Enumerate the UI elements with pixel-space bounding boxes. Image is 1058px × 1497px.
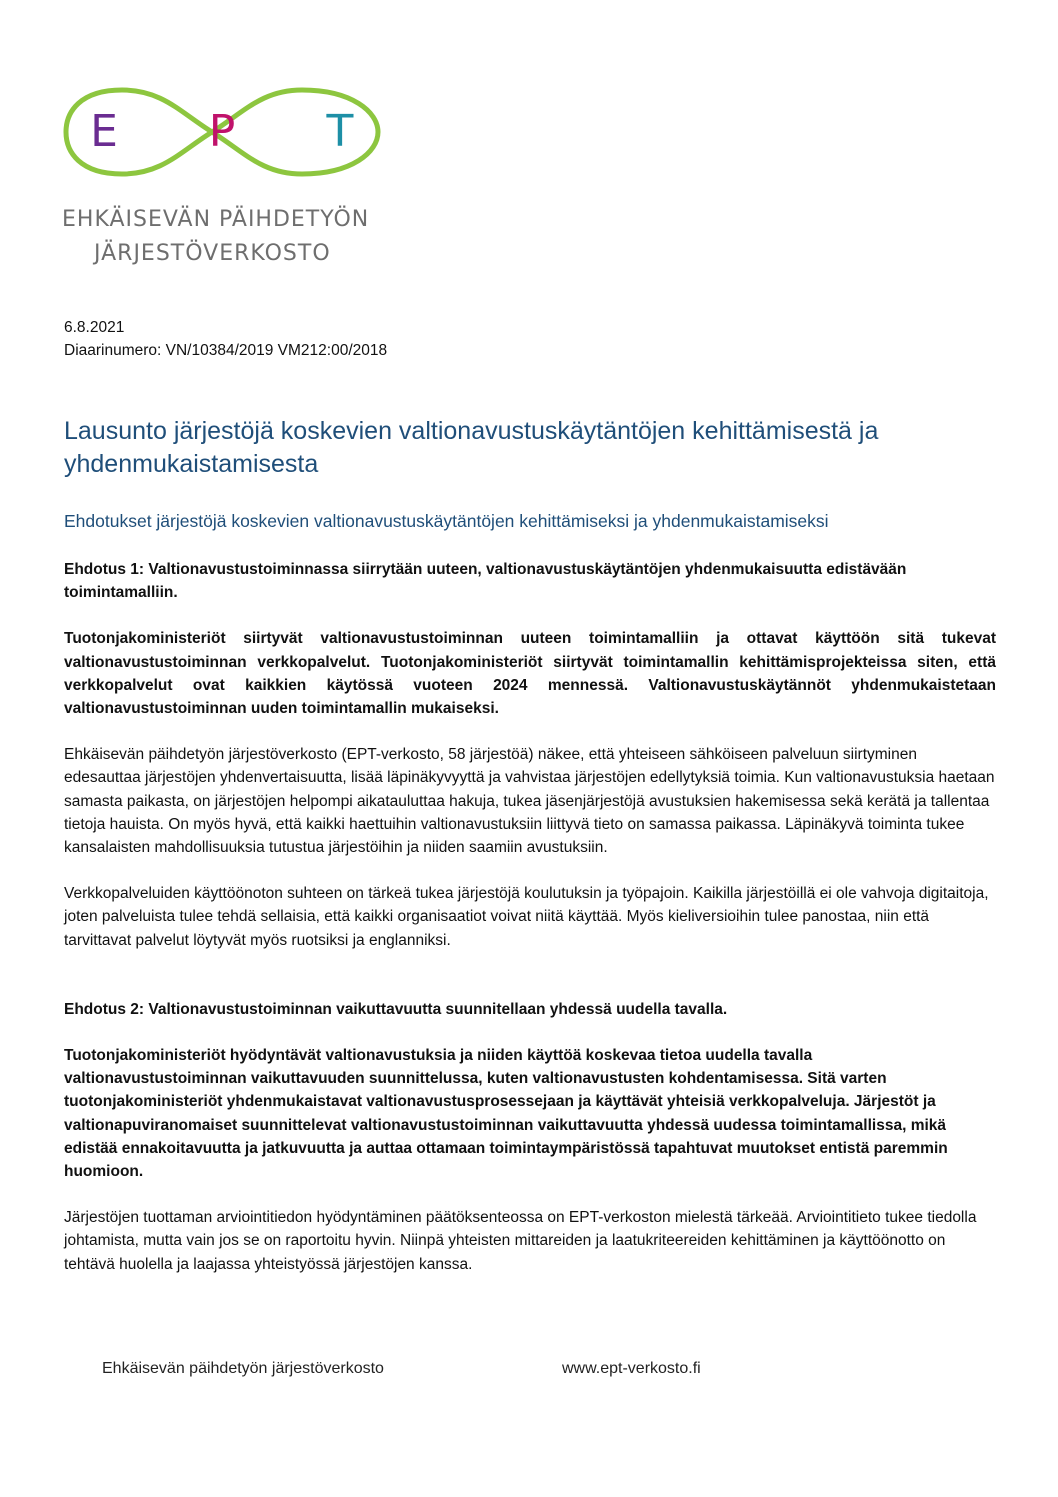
logo-letter-p: P [208, 106, 236, 157]
proposal-2-comment-1: Järjestöjen tuottaman arviointitiedon hyödyntäminen päätöksenteossa on EPT-verkoston mielestä tärkeää. Arviointitieto tukee tiedolla johtamista, mutta vain jos se on raportoitu hyvin. Niinpä yhteisten mittareiden ja laatukriteereiden kehittäminen ja käyttöönotto on tehtävä huolella ja laajassa yhteistyössä järjestöjen kanssa. [64, 1209, 977, 1273]
ept-logo [62, 82, 382, 182]
proposal-2-heading: Ehdotus 2: Valtionavustustoiminnan vaikuttavuutta suunnitellaan yhdessä uudella tavalla. [64, 1000, 728, 1018]
document-body [64, 558, 996, 1299]
organization-name-line-1: EHKÄISEVÄN PÄIHDETYÖN [62, 207, 370, 232]
proposal-1-comment-1: Ehkäisevän päihdetyön järjestöverkosto (EPT-verkosto, 58 järjestöä) näkee, että yhteiseen sähköiseen palveluun siirtyminen edesauttaa järjestöjen yhdenvertaisuutta, lisää läpinäkyvyyttä ja vahvistaa järjestöjen edellytyksiä toimia. Kun valtionavustuksia haetaan samasta paikasta, on järjestöjen helpompi aikatauluttaa hakuja, tukea jäsenjärjestöjä avustuksien hakemisessa sekä kerätä ja tallentaa tietoja hauista. On myös hyvä, että kaikki haettuihin valtionavustuksiin liittyvä tieto on samassa paikassa. Läpinäkyvä toiminta tukee kansalaisten mahdollisuuksia tutustua järjestöihin ja niiden saamiin avustuksiin. [64, 746, 995, 857]
organization-name [62, 203, 369, 271]
proposal-1-heading: Ehdotus 1: Valtionavustustoiminnassa siirrytään uuteen, valtionavustuskäytäntöjen yhdenmukaisuutta edistävään toimintamalliin. [64, 561, 907, 602]
document-meta [64, 316, 387, 362]
document-subtitle: Ehdotukset järjestöjä koskevien valtionavustuskäytäntöjen kehittämiseksi ja yhdenmukaistamiseksi [64, 511, 829, 531]
ept-logo-graphic [62, 82, 382, 182]
proposal-2-text: Tuotonjakoministeriöt hyödyntävät valtionavustuksia ja niiden käyttöä koskevaa tietoa uudella tavalla valtionavustustoiminnan vaikuttavuuden suunnittelussa, kuten valtionavustusten kohdentamisessa. Sitä varten tuotonjakoministeriöt yhdenmukaistavat valtionavustusprosessejaan ja käyttävät yhteisiä verkkopalveluja. Järjestöt ja valtionapuviranomaiset suunnittelevat valtionavustustoiminnan vaikuttavuutta yhdessä uudessa toimintamallissa, mikä edistää ennakoitavuutta ja jatkuvuutta ja auttaa ottamaan toimintaympäristössä tapahtuvat muutokset entistä paremmin huomioon. [64, 1047, 948, 1181]
logo-letter-e: E [90, 106, 118, 157]
proposal-1-text: Tuotonjakoministeriöt siirtyvät valtionavustustoiminnan uuteen toimintamalliin ja ottavat käyttöön sitä tukevat valtionavustustoiminnan verkkopalvelut. Tuotonjakoministeriöt siirtyvät toimintamallin kehittämisprojekteissa siten, että verkkopalvelut ovat kaikkien käytössä vuoteen 2024 mennessä. Valtionavustuskäytännöt yhdenmukaistetaan valtionavustustoiminnan uuden toimintamallin mukaiseksi. [64, 630, 996, 718]
organization-name-line-2: JÄRJESTÖVERKOSTO [94, 241, 331, 266]
document-title: Lausunto järjestöjä koskevien valtionavustuskäytäntöjen kehittämisestä ja yhdenmukaistamisesta [64, 417, 879, 478]
document-date: 6.8.2021 [64, 319, 125, 336]
footer-organization: Ehkäisevän päihdetyön järjestöverkosto [102, 1360, 384, 1377]
document-diaarinumero: Diaarinumero: VN/10384/2019 VM212:00/2018 [64, 342, 388, 359]
logo-letter-t: T [326, 106, 354, 157]
proposal-1-comment-2: Verkkopalveluiden käyttöönoton suhteen on tärkeä tukea järjestöjä koulutuksin ja työpajoin. Kaikilla järjestöillä ei ole vahvoja digitaitoja, joten palveluista tulee tehdä sellaisia, että kaikki organisaatiot voivat niitä käyttää. Myös kieliversioihin tulee panostaa, niin että tarvittavat palvelut löytyvät myös ruotsiksi ja englanniksi. [64, 885, 989, 949]
footer-website-link[interactable]: www.ept-verkosto.fi [562, 1360, 701, 1377]
